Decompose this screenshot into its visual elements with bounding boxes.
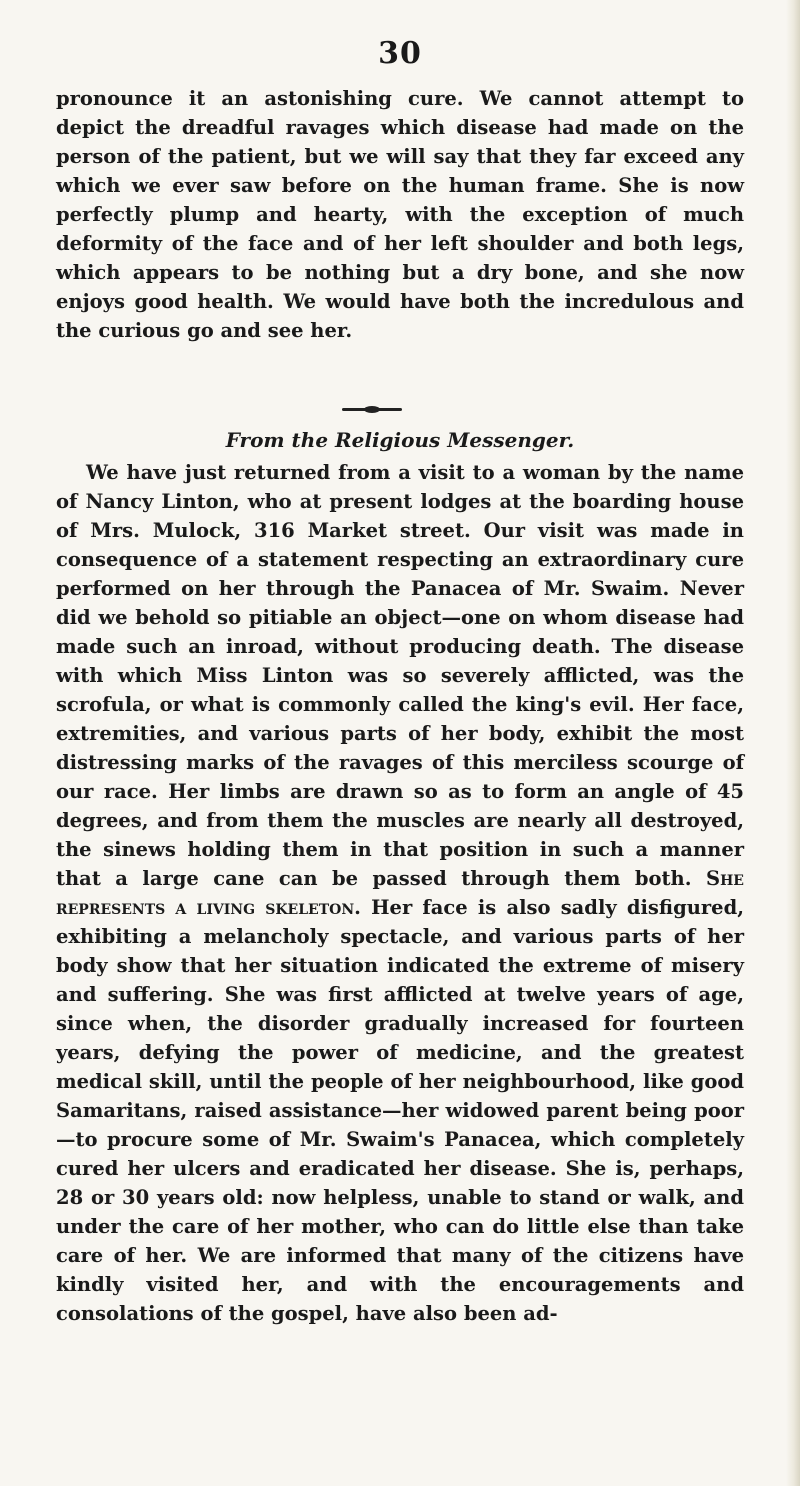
section-divider [342,408,402,411]
paragraph-text-b: Her face is also sadly disfigured, exhibiting a melancholy spectacle, and various parts of her body show that her situation indicated the extreme of misery and suffering. She was first afflicted at twelve years of age, since when, the disorder gradually increased for fourteen years, defying the power of medicine, and the greatest medical skill, until the people of her neighbourhood, like good Samaritans, raised assistance—her widowed parent being poor—to procure some of Mr. Swaim's Panacea, which completely cured her ulcers and eradicated her disease. She is, perhaps, 28 or 30 years old: now helpless, unable to stand or walk, and under the care of her mother, who can do little else than take care of her. We are informed that many of the citizens have kindly visited her, and with the encouragements and consolations of the gospel, have also been ad- [56,896,744,1325]
paragraph-religious-messenger [56,458,744,1328]
page-number: 30 [378,36,422,71]
paragraph-text-a: We have just returned from a visit to a woman by the name of Nancy Linton, who at present lodges at the boarding house of Mrs. Mulock, 316 Market street. Our visit was made in consequence of a statement respecting an extraordinary cure performed on her through the Panacea of Mr. Swaim. Never did we behold so pitiable an object—one on whom disease had made such an inroad, without producing death. The disease with which Miss Linton was so severely afflicted, was the scrofula, or what is commonly called the king's evil. Her face, extremities, and various parts of her body, exhibit the most distressing marks of the ravages of this merciless scourge of our race. Her limbs are drawn so as to form an angle of 45 degrees, and from them the muscles are nearly all destroyed, the sinews holding them in that position in such a manner that a large cane can be passed through them both. [56,461,744,890]
section-heading: From the Religious Messenger. [225,428,575,452]
page-edge-shadow [786,0,800,1486]
paragraph-continuation: pronounce it an astonishing cure. We cannot attempt to depict the dreadful ravages which disease had made on the person of the patient, but we will say that they far exceed any which we ever saw before on the human frame. She is now perfectly plump and hearty, with the exception of much deformity of the face and of her left shoulder and both legs, which appears to be nothing but a dry bone, and she now enjoys good health. We would have both the incredulous and the curious go and see her. [56,87,744,342]
paragraph-emphasis: She represents a living skeleton. [56,867,744,919]
